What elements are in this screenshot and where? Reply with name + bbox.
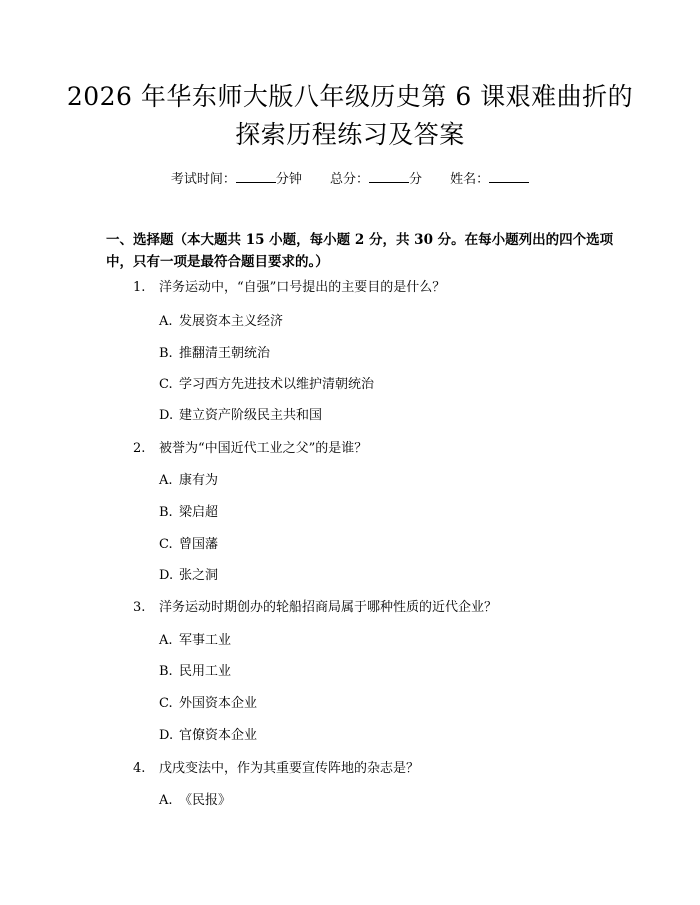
option-letter: D.: [159, 568, 174, 583]
option-text: 康有为: [179, 473, 219, 488]
total-score-field: [330, 172, 426, 187]
option-letter: D.: [159, 728, 174, 743]
question-1-option-b: [159, 345, 270, 363]
exam-time-label: 考试时间：: [170, 172, 236, 187]
question-1: [133, 279, 445, 297]
question-3-option-b: [159, 663, 231, 681]
section-heading: 一、选择题（本大题共 15 小题，每小题 2 分，共 30 分。在每小题列出的四个选项中，只有一项是最符合题目要求的。）: [106, 232, 614, 270]
option-letter: A.: [159, 473, 173, 488]
total-score-label: 总分：: [329, 172, 369, 187]
student-name-label: 姓名：: [450, 172, 490, 187]
question-2: [133, 440, 367, 458]
exam-info-line: [0, 170, 700, 189]
question-3-option-d: [159, 727, 257, 745]
option-letter: A.: [159, 314, 173, 329]
option-letter: A.: [159, 793, 173, 808]
question-4-option-a: [159, 792, 231, 810]
question-4: [133, 760, 419, 778]
option-letter: C.: [159, 537, 173, 552]
question-2-option-c: [159, 536, 218, 554]
document-title: 2026 年华东师大版八年级历史第 6 课艰难曲折的探索历程练习及答案: [66, 82, 634, 149]
question-1-option-a: [159, 313, 283, 331]
option-letter: A.: [159, 633, 173, 648]
option-text: 学习西方先进技术以维护清朝统治: [179, 377, 375, 392]
option-letter: B.: [159, 505, 173, 520]
option-text: 官僚资本企业: [179, 728, 258, 743]
option-text: 推翻清王朝统治: [179, 346, 271, 361]
option-letter: B.: [159, 664, 173, 679]
question-text: 洋务运动中，“自强”口号提出的主要目的是什么？: [159, 280, 446, 295]
question-text: 被誉为“中国近代工业之父”的是谁？: [159, 441, 368, 456]
question-3: [133, 599, 497, 617]
question-number: 3.: [133, 600, 146, 615]
option-text: 《民报》: [179, 793, 232, 808]
question-text: 戊戌变法中，作为其重要宣传阵地的杂志是？: [159, 761, 420, 776]
question-2-option-b: [159, 504, 218, 522]
option-text: 曾国藩: [179, 537, 219, 552]
option-text: 建立资产阶级民主共和国: [179, 408, 323, 423]
question-3-option-c: [159, 695, 257, 713]
option-text: 军事工业: [179, 633, 232, 648]
student-name-field: [450, 172, 529, 187]
question-2-option-d: [159, 567, 218, 585]
option-letter: B.: [159, 346, 173, 361]
option-text: 发展资本主义经济: [179, 314, 284, 329]
exam-time-blank: [236, 170, 276, 183]
option-letter: C.: [159, 696, 173, 711]
question-3-option-a: [159, 632, 231, 650]
question-number: 1.: [133, 280, 146, 295]
option-text: 梁启超: [179, 505, 219, 520]
option-letter: C.: [159, 377, 173, 392]
total-score-blank: [369, 170, 409, 183]
total-score-unit: 分: [409, 172, 423, 187]
student-name-blank: [489, 170, 529, 183]
question-number: 2.: [133, 441, 146, 456]
question-1-option-c: [159, 376, 374, 394]
exam-time-unit: 分钟: [275, 172, 302, 187]
question-1-option-d: [159, 407, 322, 425]
option-text: 民用工业: [179, 664, 232, 679]
option-text: 外国资本企业: [179, 696, 258, 711]
question-number: 4.: [133, 761, 146, 776]
option-letter: D.: [159, 408, 174, 423]
question-text: 洋务运动时期创办的轮船招商局属于哪种性质的近代企业？: [159, 600, 498, 615]
option-text: 张之洞: [179, 568, 219, 583]
question-2-option-a: [159, 472, 218, 490]
exam-time-field: [171, 172, 306, 187]
